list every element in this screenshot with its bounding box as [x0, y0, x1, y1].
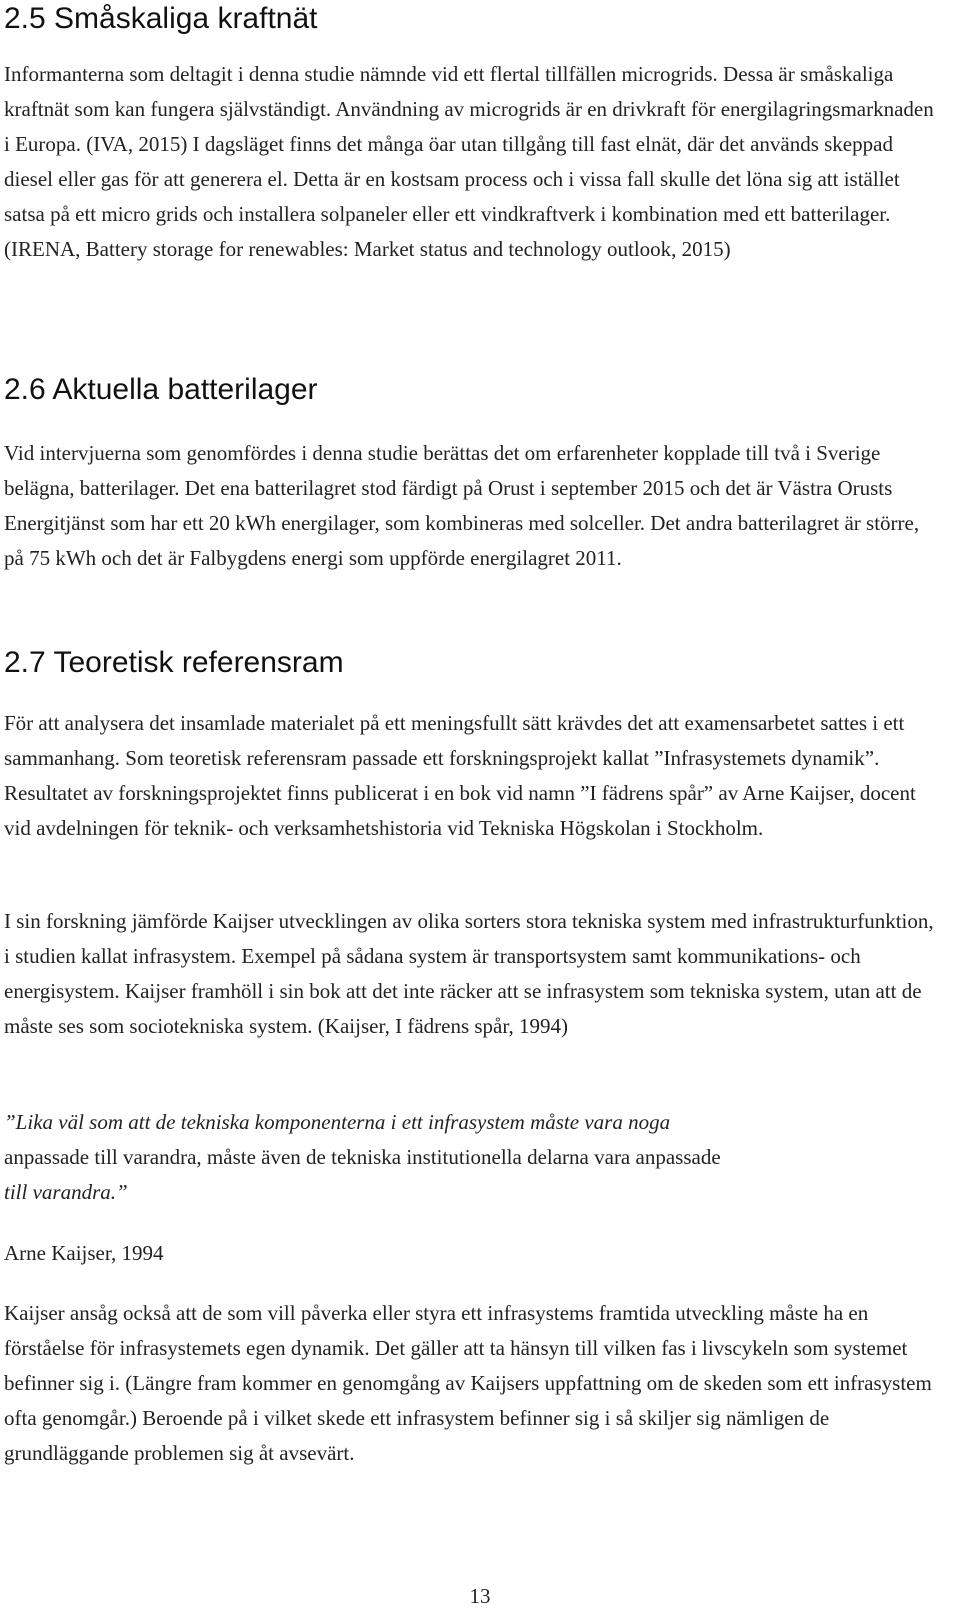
- paragraph-microgrids: Informanterna som deltagit i denna studie nämnde vid ett flertal tillfällen microgrids. Dessa är småskaliga kraftnät som kan fungera självständigt. Användning av microgrids är en drivkraft för energilagringsmarknaden i Europa. (IVA, 2015) I dagsläget finns det många öar utan tillgång till fast elnät, där det används skeppad diesel eller gas för att generera el. Detta är en kostsam process och i vissa fall skulle det löna sig att istället satsa på ett micro grids och installera solpaneler eller ett vindkraftverk i kombination med ett batterilager. (IRENA, Battery storage for renewables: Market status and technology outlook, 2015): [4, 62, 934, 261]
- quote-attribution: Arne Kaijser, 1994: [4, 1241, 164, 1265]
- page-number: 13: [469, 1584, 491, 1608]
- quote-line-2: anpassade till varandra, måste även de tekniska institutionella delarna vara anpassade: [4, 1145, 721, 1169]
- quote-line-3: till varandra.”: [4, 1180, 128, 1204]
- section-heading-2-7: 2.7 Teoretisk referensram: [4, 646, 344, 679]
- section-heading-2-6: 2.6 Aktuella batterilager: [4, 373, 318, 406]
- paragraph-battery-storage: Vid intervjuerna som genomfördes i denna studie berättas det om erfarenheter kopplade till två i Sverige belägna, batterilager. Det ena batterilagret stod färdigt på Orust i september 2015 och det är Västra Orusts Energitjänst som har ett 20 kWh energilager, som kombineras med solceller. Det andra batterilagret är större, på 75 kWh och det är Falbygdens energi som uppförde energilagret 2011.: [4, 441, 920, 570]
- paragraph-kaijser-research: I sin forskning jämförde Kaijser utvecklingen av olika sorters stora tekniska system med infrastrukturfunktion, i studien kallat infrasystem. Exempel på sådana system är transportsystem samt kommunikations- och energisystem. Kaijser framhöll i sin bok att det inte räcker att se infrasystem som tekniska system, utan att de måste ses som sociotekniska system. (Kaijser, I fädrens spår, 1994): [4, 909, 934, 1038]
- block-quote: [4, 1105, 934, 1210]
- quote-line-1: ”Lika väl som att de tekniska komponenterna i ett infrasystem måste vara noga: [4, 1110, 671, 1134]
- section-heading-2-5: 2.5 Småskaliga kraftnät: [4, 2, 318, 35]
- paragraph-infrasystem-dynamics: Kaijser ansåg också att de som vill påverka eller styra ett infrasystems framtida utveckling måste ha en förståelse för infrasystemets egen dynamik. Det gäller att ta hänsyn till vilken fas i livscykeln som systemet befinner sig i. (Längre fram kommer en genomgång av Kaijsers uppfattning om de skeden som ett infrasystem ofta genomgår.) Beroende på i vilket skede ett infrasystem befinner sig i så skiljer sig nämligen de grundläggande problemen sig åt avsevärt.: [4, 1301, 932, 1465]
- paragraph-theoretical-framework: För att analysera det insamlade materialet på ett meningsfullt sätt krävdes det att examensarbetet sattes i ett sammanhang. Som teoretisk referensram passade ett forskningsprojekt kallat ”Infrasystemets dynamik”. Resultatet av forskningsprojektet finns publicerat i en bok vid namn ”I fädrens spår” av Arne Kaijser, docent vid avdelningen för teknik- och verksamhetshistoria vid Tekniska Högskolan i Stockholm.: [4, 711, 916, 840]
